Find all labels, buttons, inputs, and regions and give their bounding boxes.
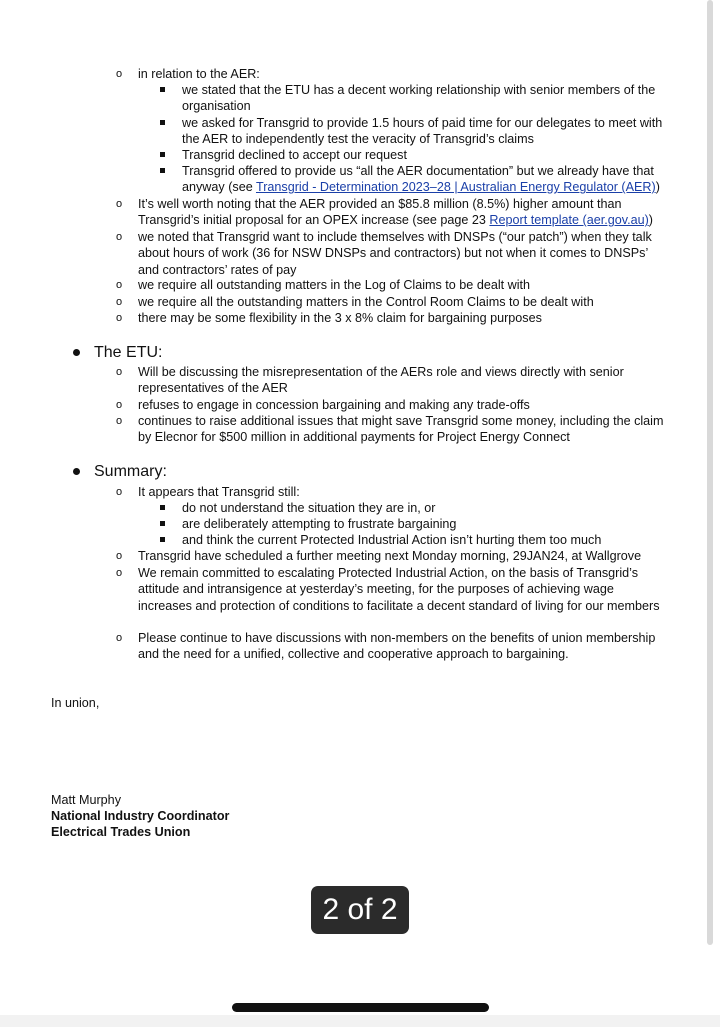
disc-bullet-icon — [73, 349, 80, 356]
circle-bullet-icon: o — [116, 550, 123, 562]
list-item: It appears that Transgrid still: — [138, 485, 300, 499]
list-item: in relation to the AER: — [138, 67, 260, 81]
list-item — [138, 196, 668, 229]
square-bullet-icon — [160, 120, 165, 125]
circle-bullet-icon: o — [116, 231, 123, 243]
list-item: we stated that the ETU has a decent working relationship with senior members of the organisation — [182, 83, 656, 114]
list-item: we require all the outstanding matters in the Control Room Claims to be dealt with — [138, 295, 594, 309]
square-bullet-icon — [160, 505, 165, 510]
circle-bullet-icon: o — [116, 366, 123, 378]
square-bullet-icon — [160, 521, 165, 526]
circle-bullet-icon: o — [116, 279, 123, 291]
list-item: and think the current Protected Industrial Action isn’t hurting them too much — [182, 533, 602, 547]
signature-name: Matt Murphy — [51, 793, 121, 807]
signature-title: National Industry Coordinator — [51, 809, 230, 823]
circle-bullet-icon: o — [116, 632, 123, 644]
page-indicator: 2 of 2 — [311, 886, 409, 934]
list-item-text-end: ) — [648, 213, 653, 228]
list-item: Will be discussing the misrepresentation of the AERs role and views directly with senior representatives of the AER — [138, 365, 624, 396]
circle-bullet-icon: o — [116, 296, 123, 308]
list-item-text: Transgrid offered to provide us “all the AER documentation” but we already have that anyway (see — [182, 164, 654, 195]
list-item-text-end: ) — [655, 180, 660, 195]
signature-org: Electrical Trades Union — [51, 825, 191, 839]
circle-bullet-icon: o — [116, 68, 123, 80]
disc-bullet-icon — [73, 468, 80, 475]
list-item: we noted that Transgrid want to include themselves with DNSPs (“our patch”) when they talk about hours of work (36 for NSW DNSPs and contractors) but not when it comes to DNSPs’ and contractors’ rates of pay — [138, 230, 652, 277]
list-item — [182, 163, 670, 196]
list-item-text: It’s well worth noting that the AER provided an $85.8 million (8.5%) higher amount than Transgrid’s initial proposal for an OPEX increase (see page 23 — [138, 197, 622, 228]
list-item: do not understand the situation they are in, or — [182, 501, 436, 515]
circle-bullet-icon: o — [116, 567, 123, 579]
circle-bullet-icon: o — [116, 399, 123, 411]
list-item: Please continue to have discussions with non-members on the benefits of union membership and the need for a unified, collective and cooperative approach to bargaining. — [138, 631, 656, 662]
circle-bullet-icon: o — [116, 312, 123, 324]
scrollbar[interactable] — [707, 0, 713, 945]
closing-line: In union, — [51, 696, 100, 710]
list-item: continues to raise additional issues that might save Transgrid some money, including the claim by Elecnor for $500 million in additional payments for Project Energy Connect — [138, 414, 664, 445]
report-template-link[interactable]: Report template (aer.gov.au) — [489, 213, 649, 228]
circle-bullet-icon: o — [116, 415, 123, 427]
circle-bullet-icon: o — [116, 486, 123, 498]
list-item: We remain committed to escalating Protected Industrial Action, on the basis of Transgrid’s attitude and intransigence at yesterday’s meeting, for the purposes of achieving wage increases and protection of conditions to facilitate a decent standard of living for our members — [138, 566, 660, 613]
bottom-bar — [0, 1015, 720, 1027]
list-item: we require all outstanding matters in the Log of Claims to be dealt with — [138, 278, 531, 292]
aer-determination-link[interactable]: Transgrid - Determination 2023–28 | Australian Energy Regulator (AER) — [255, 180, 656, 195]
square-bullet-icon — [160, 168, 165, 173]
square-bullet-icon — [160, 152, 165, 157]
list-item: refuses to engage in concession bargaining and making any trade-offs — [138, 398, 530, 412]
section-heading-summary: Summary: — [94, 463, 167, 480]
home-indicator[interactable] — [232, 1003, 489, 1012]
list-item: are deliberately attempting to frustrate bargaining — [182, 517, 457, 531]
list-item: there may be some flexibility in the 3 x 8% claim for bargaining purposes — [138, 311, 542, 325]
section-heading-etu: The ETU: — [94, 344, 163, 361]
list-item: Transgrid have scheduled a further meeting next Monday morning, 29JAN24, at Wallgrove — [138, 549, 642, 563]
list-item: we asked for Transgrid to provide 1.5 hours of paid time for our delegates to meet with the AER to independently test the veracity of Transgrid’s claims — [182, 116, 663, 147]
circle-bullet-icon: o — [116, 198, 123, 210]
square-bullet-icon — [160, 87, 165, 92]
list-item: Transgrid declined to accept our request — [182, 148, 407, 162]
square-bullet-icon — [160, 537, 165, 542]
